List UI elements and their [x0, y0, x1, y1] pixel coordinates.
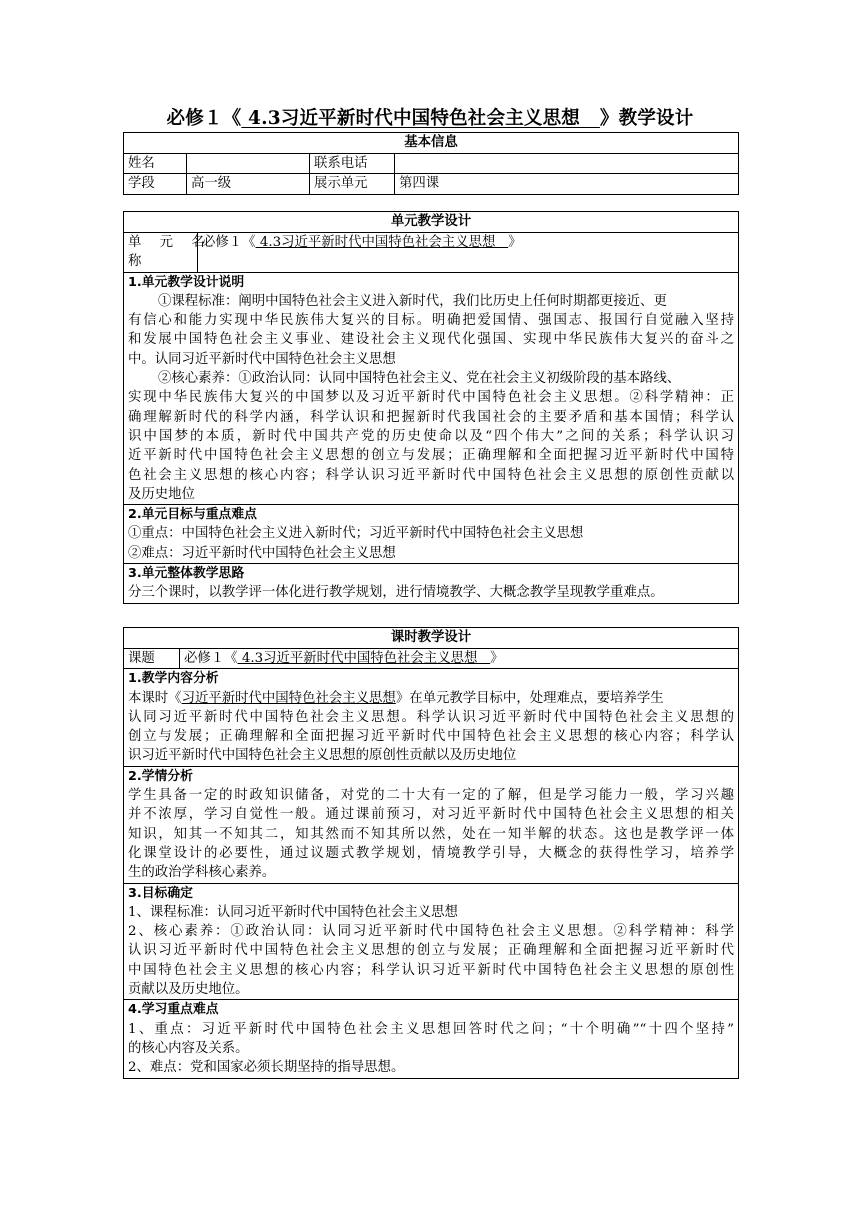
- lesson-section-learner-analysis: [124, 766, 739, 883]
- paragraph-line: 生的政治学科核心素养。: [128, 865, 276, 881]
- unit-label: 展示单元: [310, 174, 395, 194]
- section-title: 2.单元目标与重点难点: [128, 507, 257, 523]
- paragraph-line: 中。认同习近平新时代中国特色社会主义思想: [128, 351, 396, 367]
- paragraph-line: 学生具备一定的时政知识储备，对党的二十大有一定的了解，但是学习能力一般，学习兴趣: [128, 788, 734, 804]
- paragraph-line: ②核心素养：①政治认同：认同中国特色社会主义、党在社会主义初级阶段的基本路线、: [158, 371, 681, 387]
- basic-info-table: [123, 132, 739, 195]
- lesson-design-table: [123, 627, 739, 1079]
- lesson-section-key-points: [124, 1000, 739, 1078]
- lesson-topic-prefix: 必修１《: [184, 651, 238, 666]
- unit-section-description: [124, 272, 739, 505]
- basic-info-heading: 基本信息: [124, 133, 739, 154]
- unit-design-heading: 单元教学设计: [124, 212, 739, 233]
- unit-name-label-line: 称: [128, 254, 142, 270]
- paragraph-line: 化课堂设计的必要性，通过议题式教学规划，情境教学引导，大概念的获得性学习，培养学: [128, 845, 734, 861]
- paragraph-line: 知识，知其一不知其二，知其然而不知其所以然，处在一知半解的状态。这也是教学评一体: [128, 826, 734, 842]
- paragraph-line: 中国特色社会主义思想的核心内容；科学认识习近平新时代中国特色社会主义思想的原创性: [128, 962, 734, 978]
- paragraph-line: 认同习近平新时代中国特色社会主义思想。科学认识习近平新时代中国特色社会主义思想的: [128, 709, 734, 725]
- paragraph-line: 贡献以及历史地位。: [128, 982, 249, 998]
- section-title: 3.单元整体教学思路: [128, 566, 245, 582]
- lesson-topic-name: 4.3习近平新时代中国特色社会主义思想: [237, 651, 491, 666]
- unit-name-value: [198, 233, 739, 273]
- title-prefix: 必修１《: [166, 108, 242, 129]
- inline-text: 本课时《: [128, 690, 182, 706]
- paragraph-line: 2、难点：党和国家必须长期坚持的指导思想。: [128, 1060, 405, 1076]
- unit-name-label: [124, 233, 212, 273]
- paragraph-line: 分三个课时，以教学评一体化进行教学规划，进行情境教学、大概念教学呈现教学重难点。: [128, 585, 664, 601]
- lesson-design-heading: 课时教学设计: [124, 628, 739, 649]
- lesson-topic-suffix: 》: [490, 651, 504, 666]
- paragraph-line: ①课程标准：阐明中国特色社会主义进入新时代，我们比历史上任何时期都更接近、更: [158, 293, 667, 309]
- unit-section-goals: [124, 505, 739, 564]
- unit-name-prefix: 必修１《: [202, 235, 256, 250]
- paragraph-line: 认识习近平新时代中国特色社会主义思想的创立与发展；正确理解和全面把握习近平新时代: [128, 943, 734, 959]
- name-label: 姓名: [124, 154, 187, 174]
- stage-value: 高一级: [187, 174, 310, 194]
- unit-name-suffix: 》: [508, 235, 522, 250]
- paragraph-line: 确理解新时代的科学内涵，科学认识和把握新时代我国社会的主要矛盾和基本国情；科学认: [128, 409, 734, 425]
- paragraph-line: 并不浓厚，学习自觉性一般。通过课前预习，对习近平新时代中国特色社会主义思想的相关: [128, 807, 734, 823]
- stage-label: 学段: [124, 174, 187, 194]
- document-title: [0, 104, 860, 130]
- paragraph-line: ②难点：习近平新时代中国特色社会主义思想: [128, 545, 396, 561]
- paragraph-line: 创立与发展；正确理解和全面把握习近平新时代中国特色社会主义思想的核心内容；科学认: [128, 729, 734, 745]
- lesson-section-content-analysis: [124, 669, 739, 766]
- paragraph-line: 识习近平新时代中国特色社会主义思想的原创性贡献以及历史地位: [128, 748, 517, 764]
- unit-design-table: [123, 211, 739, 604]
- paragraph-line: 及历史地位: [128, 486, 195, 502]
- paragraph-line: 和发展中国特色社会主义事业、建设社会主义现代化强国、实现中华民族伟大复兴的奋斗之: [128, 332, 734, 348]
- name-value: [187, 154, 310, 174]
- title-suffix: 》教学设计: [599, 108, 694, 129]
- unit-value: 第四课: [395, 174, 739, 194]
- paragraph-line: ①重点：中国特色社会主义进入新时代；习近平新时代中国特色社会主义思想: [128, 526, 584, 542]
- title-topic: 4.3习近平新时代中国特色社会主义思想: [241, 108, 600, 129]
- unit-name-label-line: 单 元 名: [128, 235, 212, 250]
- phone-label: 联系电话: [310, 154, 395, 174]
- paragraph-line: 识中国梦的本质，新时代中国共产党的历史使命以及“四个伟大”之间的关系；科学认识习: [128, 428, 734, 444]
- paragraph-line: 的核心内容及关系。: [128, 1040, 249, 1056]
- paragraph-line: 色社会主义思想的核心内容；科学认识习近平新时代中国特色社会主义思想的原创性贡献以: [128, 467, 734, 483]
- section-title: 3.目标确定: [128, 885, 193, 901]
- inline-text: 》在单元教学目标中，处理难点，要培养学生: [395, 690, 664, 706]
- paragraph-line: 实现中华民族伟大复兴的中国梦以及习近平新时代中国特色社会主义思想。②科学精神：正: [128, 390, 734, 406]
- lesson-topic-value: [180, 649, 739, 669]
- section-title: 2.学情分析: [128, 768, 193, 784]
- section-title: 1.教学内容分析: [128, 671, 219, 687]
- inline-topic: 习近平新时代中国特色社会主义思想: [181, 690, 396, 706]
- paragraph-line: 近平新时代中国特色社会主义思想的创立与发展；正确理解和全面把握习近平新时代中国特: [128, 448, 734, 464]
- phone-value: [395, 154, 739, 174]
- paragraph-line: 1、重点：习近平新时代中国特色社会主义思想回答时代之问；“十个明确”“十四个坚持”: [128, 1021, 734, 1037]
- paragraph-line: 有信心和能力实现中华民族伟大复兴的目标。明确把爱国情、强国志、报国行自觉融入坚持: [128, 313, 734, 329]
- unit-section-approach: [124, 564, 739, 604]
- paragraph-line: 1、课程标准：认同习近平新时代中国特色社会主义思想: [128, 904, 458, 920]
- paragraph-line: 2、核心素养：①政治认同：认同习近平新时代中国特色社会主义思想。②科学精神：科学: [128, 924, 734, 940]
- lesson-topic-label: 课题: [124, 649, 180, 669]
- lesson-section-objectives: [124, 883, 739, 1000]
- unit-name-topic: 4.3习近平新时代中国特色社会主义思想: [255, 235, 509, 250]
- paragraph-line: [128, 689, 734, 708]
- section-title: 1.单元教学设计说明: [128, 274, 245, 290]
- section-title: 4.学习重点难点: [128, 1002, 219, 1018]
